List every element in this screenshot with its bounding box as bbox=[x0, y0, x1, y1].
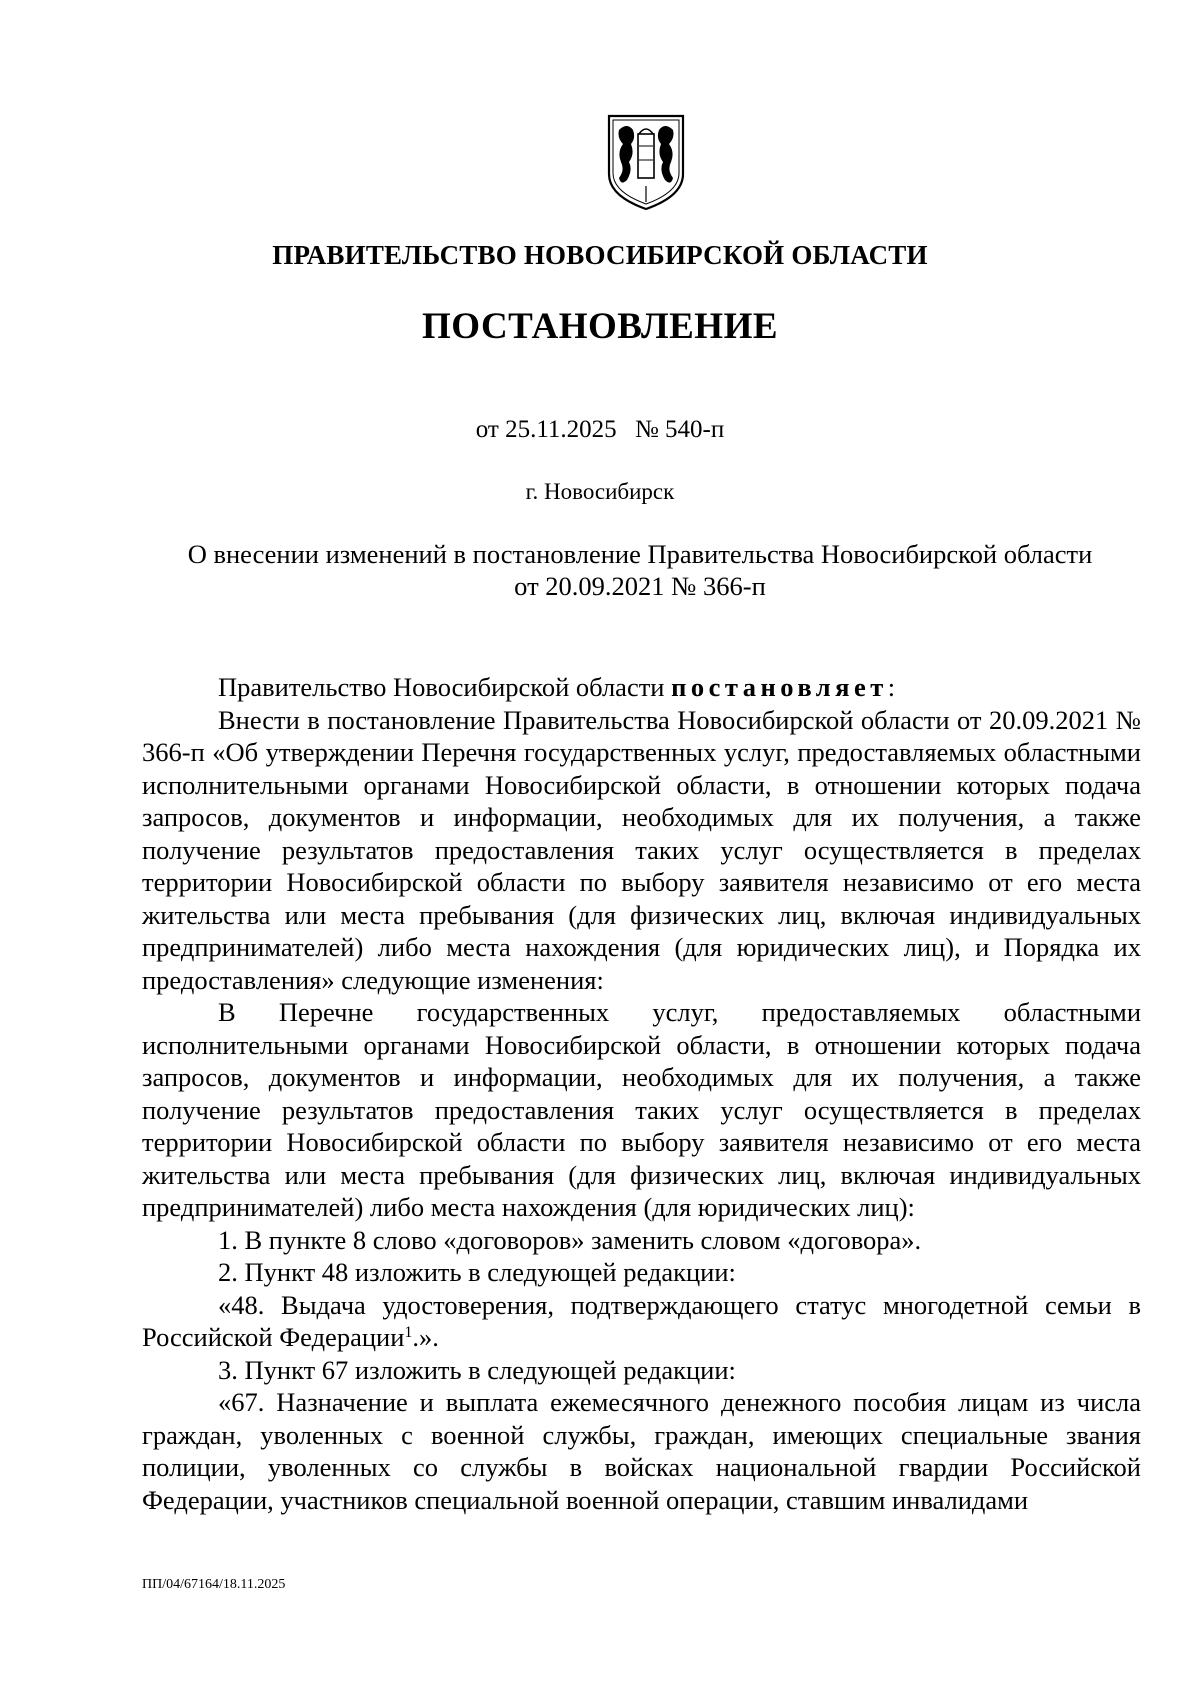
subject-line-1: О внесении изменений в постановление Правительства Новосибирской области bbox=[187, 539, 1093, 569]
intro-paragraph bbox=[142, 671, 1141, 704]
date-number-line bbox=[0, 416, 1200, 444]
intro-verb: постановляет bbox=[671, 672, 888, 702]
date-prefix: от bbox=[475, 416, 499, 443]
paragraph-1: Внести в постановление Правительства Новосибирской области от 20.09.2021 № 366-п «Об утверждении Перечня государственных услуг, предоставляемых областными исполнительными органами Новосибирской области, в отношении которых подача запросов, документов и информации, необходимых для их получения, а также получение результатов предоставления таких услуг осуществляется в пределах территории Новосибирской области по выбору заявителя независимо от его места жительства или места пребывания (для физических лиц, включая индивидуальных предпринимателей) либо места нахождения (для юридических лиц), и Порядка их предоставления» следующие изменения: bbox=[142, 704, 1141, 995]
document-date: 25.11.2025 bbox=[505, 416, 617, 443]
item-2-quote bbox=[142, 1289, 1141, 1354]
footnote-marker: 1 bbox=[404, 1324, 413, 1341]
organization-title: ПРАВИТЕЛЬСТВО НОВОСИБИРСКОЙ ОБЛАСТИ bbox=[272, 240, 928, 270]
item-2-quote-end: .». bbox=[412, 1322, 439, 1352]
item-2-quote-text: «48. Выдача удостоверения, подтверждающего статус многодетной семьи в Российской Федерации bbox=[142, 1289, 1141, 1352]
item-3: 3. Пункт 67 изложить в следующей редакции: bbox=[218, 1354, 736, 1385]
coat-of-arms-icon bbox=[605, 112, 687, 212]
document-body bbox=[142, 671, 1141, 1516]
city: г. Новосибирск bbox=[525, 479, 675, 504]
footer-code: ПП/04/67164/18.11.2025 bbox=[142, 1577, 286, 1592]
document-type: ПОСТАНОВЛЕНИЕ bbox=[421, 306, 779, 347]
item-2: 2. Пункт 48 изложить в следующей редакции: bbox=[218, 1257, 736, 1287]
intro-colon: : bbox=[887, 672, 896, 702]
document-subject bbox=[140, 538, 1140, 602]
item-1: 1. В пункте 8 слово «договоров» заменить словом «договора». bbox=[218, 1224, 922, 1255]
paragraph-2: В Перечне государственных услуг, предоставляемых областными исполнительными органами Новосибирской области, в отношении которых подача запросов, документов и информации, необходимых для их получения, а также получение результатов предоставления таких услуг осуществляется в пределах территории Новосибирской области по выбору заявителя независимо от его места жительства или места пребывания (для физических лиц, включая индивидуальных предпринимателей) либо места нахождения (для юридических лиц): bbox=[142, 997, 1141, 1222]
item-3-quote: «67. Назначение и выплата ежемесячного денежного пособия лицам из числа граждан, уволенных с военной службы, граждан, имеющих специальные звания полиции, уволенных со службы в войсках национальной гвардии Российской Федерации, участников специальной военной операции, ставшим инвалидами bbox=[142, 1387, 1141, 1515]
document-number: № 540-п bbox=[634, 416, 725, 443]
intro-text: Правительство Новосибирской области bbox=[218, 672, 665, 702]
subject-line-2: от 20.09.2021 № 366-п bbox=[514, 571, 766, 601]
